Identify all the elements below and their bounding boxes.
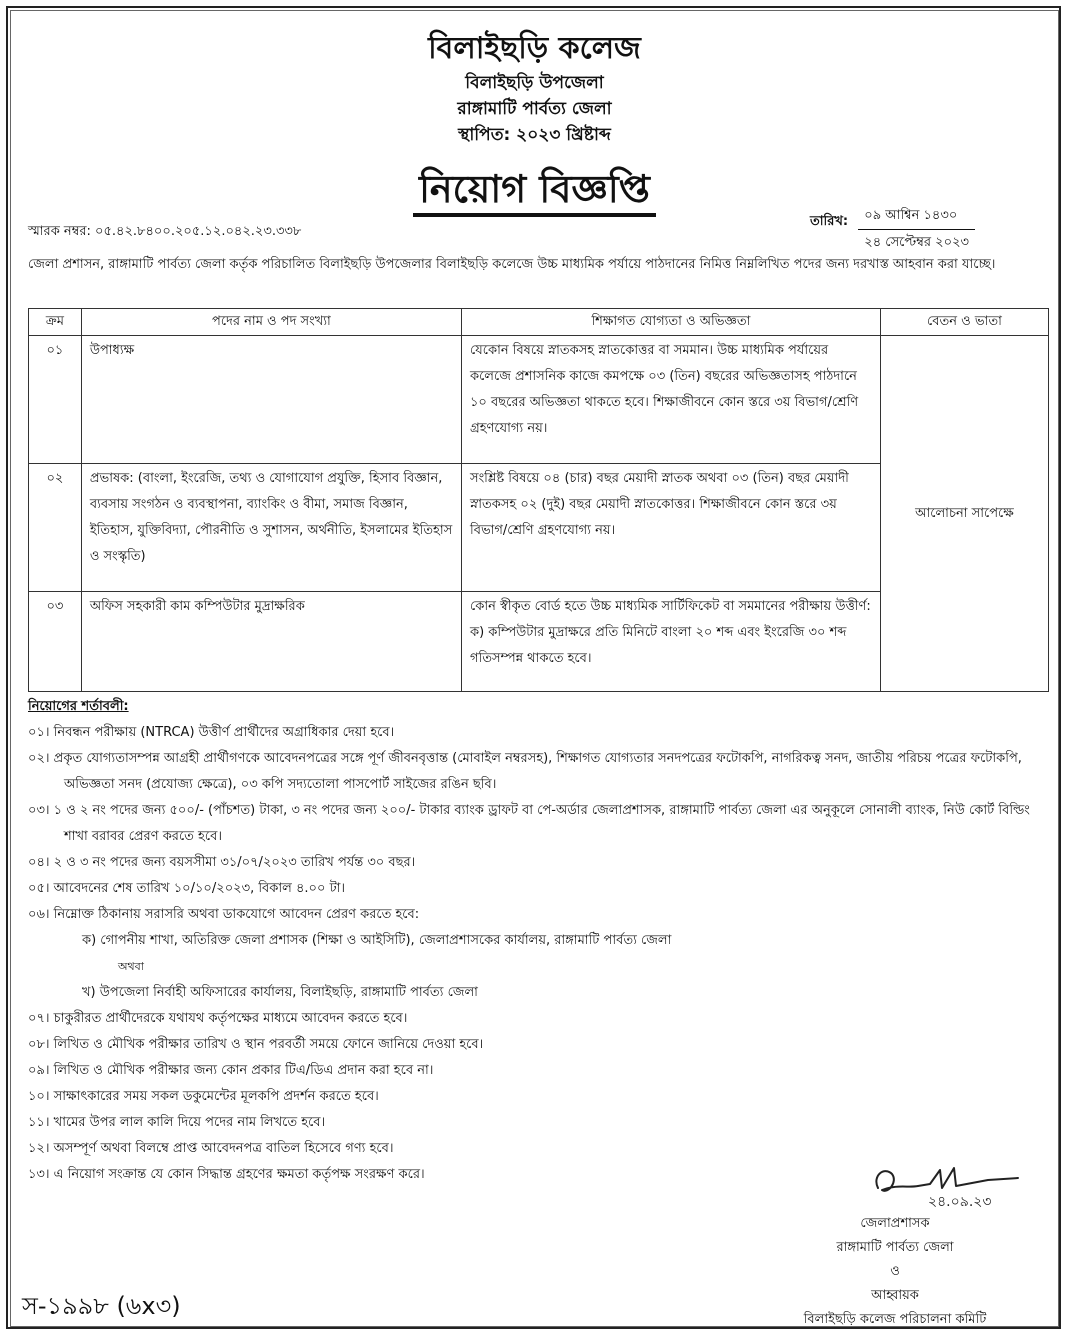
signature-mark xyxy=(868,1158,1038,1214)
date-label: তারিখ: xyxy=(810,214,849,229)
date-block xyxy=(810,206,975,254)
signature-date: ২৪.০৯.২৩ xyxy=(928,1194,992,1210)
intro-paragraph: জেলা প্রশাসন, রাঙ্গামাটি পার্বত্য জেলা কর্তৃক পরিচালিত বিলাইছড়ি উপজেলার বিলাইছড়ি কলেজে উচ্চ মাধ্যমিক পর্যায়ে পাঠদানের নিমিত্ত নিম্নলিখিত পদের জন্য দরখাস্ত আহবান করা যাচ্ছে। xyxy=(28,257,996,272)
row-qualification xyxy=(461,592,880,692)
condition-item: ০৮। লিখিত ও মৌখিক পরীক্ষার তারিখ ও স্থান পরবর্তী সময়ে ফোনে জানিয়ে দেওয়া হবে। xyxy=(28,1037,484,1052)
date-english: ২৪ সেপ্টেম্বর ২০২৩ xyxy=(864,235,969,250)
signature-stroke xyxy=(876,1168,1018,1191)
qualification-main: কোন স্বীকৃত বোর্ড হতে উচ্চ মাধ্যমিক সার্টিফিকেট বা সমমানের পরীক্ষায় উত্তীর্ণ: xyxy=(469,599,871,614)
condition-item: ০৯। লিখিত ও মৌখিক পরীক্ষার জন্য কোন প্রকার টিএ/ডিএ প্রদান করা হবে না। xyxy=(28,1063,434,1078)
address-option-a: ক) গোপনীয় শাখা, অতিরিক্ত জেলা প্রশাসক (শিক্ষা ও আইসিটি), জেলাপ্রশাসকের কার্যালয়, রাঙ্গামাটি পার্বত্য জেলা xyxy=(82,933,672,948)
row-post: অফিস সহকারী কাম কম্পিউটার মুদ্রাক্ষরিক xyxy=(81,592,461,692)
notice-title-text: নিয়োগ বিজ্ঞপ্তি xyxy=(413,167,656,217)
row-qualification: যেকোন বিষয়ে স্নাতকসহ স্নাতকোত্তর বা সমমান। উচ্চ মাধ্যমিক পর্যায়ের কলেজে প্রশাসনিক কাজে কমপক্ষে ০৩ (তিন) বছরের অভিজ্ঞতাসহ পাঠদানে ১০ বছরের অভিজ্ঞতা থাকতে হবে। শিক্ষাজীবনে কোন স্তরে ৩য় বিভাগ/শ্রেণি গ্রহণযোগ্য নয়। xyxy=(461,336,880,464)
condition-item: ০৬। নিম্নোক্ত ঠিকানায় সরাসরি অথবা ডাকযোগে আবেদন প্রেরণ করতে হবে: xyxy=(28,907,420,922)
row-post: উপাধ্যক্ষ xyxy=(81,336,461,464)
condition-item: ১২। অসম্পূর্ণ অথবা বিলম্বে প্রাপ্ত আবেদনপত্র বাতিল হিসেবে গণ্য হবে। xyxy=(28,1141,394,1156)
conditions-section xyxy=(28,694,1043,1188)
row-serial: ০৩ xyxy=(29,592,82,692)
row-qualification: সংশ্লিষ্ট বিষয়ে ০৪ (চার) বছর মেয়াদী স্নাতক অথবা ০৩ (তিন) বছর মেয়াদী স্নাতকসহ ০২ (দুই) বছর মেয়াদী স্নাতকোত্তর। শিক্ষাজীবনে কোন স্তরে ৩য় বিভাগ/শ্রেণি গ্রহণযোগ্য নয়। xyxy=(461,464,880,592)
row-serial: ০১ xyxy=(29,336,82,464)
header-salary: বেতন ও ভাতা xyxy=(880,309,1048,336)
condition-item: ১৩। এ নিয়োগ সংক্রান্ত যে কোন সিদ্ধান্ত গ্রহণের ক্ষমতা কর্তৃপক্ষ সংরক্ষণ করে। xyxy=(28,1167,425,1182)
signatory-role: আহ্বায়ক xyxy=(871,1288,919,1303)
address-option-b: খ) উপজেলা নির্বাহী অফিসারের কার্যালয়, বিলাইছড়ি, রাঙ্গামাটি পার্বত্য জেলা xyxy=(82,985,478,1000)
row-serial: ০২ xyxy=(29,464,82,592)
table-header-row xyxy=(29,309,1049,336)
publication-code: স-১৯৯৮ (৬x৩) xyxy=(22,1292,181,1320)
established-year: স্থাপিত: ২০২৩ খ্রিষ্টাব্দ xyxy=(458,125,611,145)
college-name: বিলাইছড়ি কলেজ xyxy=(428,31,641,66)
upazila-name: বিলাইছড়ি উপজেলা xyxy=(465,73,604,93)
signatory-committee: বিলাইছড়ি কলেজ পরিচালনা কমিটি xyxy=(803,1312,987,1327)
date-values xyxy=(858,206,975,254)
qualification-extra: ক) কম্পিউটার মুদ্রাক্ষরে প্রতি মিনিটে বাংলা ২০ শব্দ এবং ইংরেজি ৩০ শব্দ গতিসম্পন্ন থাকতে হবে। xyxy=(469,625,847,666)
memo-number: স্মারক নম্বর: ০৫.৪২.৮৪০০.২০৫.১২.০৪২.২৩.৩৩৮ xyxy=(28,224,302,239)
conditions-heading: নিয়োগের শর্তাবলী: xyxy=(28,699,129,714)
table-row xyxy=(29,336,1049,464)
condition-item: ০৩। ১ ও ২ নং পদের জন্য ৫০০/- (পাঁচশত) টাকা, ৩ নং পদের জন্য ২০০/- টাকার ব্যাংক ড্রাফট বা পে-অর্ডার জেলাপ্রশাসক, রাঙ্গামাটি পার্বত্য জেলা এর অনুকূলে সোনালী ব্যাংক, নিউ কোর্ট বিল্ডিং শাখা বরাবর প্রেরণ করতে হবে। xyxy=(28,803,1030,844)
row-post: প্রভাষক: (বাংলা, ইংরেজি, তথ্য ও যোগাযোগ প্রযুক্তি, হিসাব বিজ্ঞান, ব্যবসায় সংগঠন ও ব্যবস্থাপনা, ব্যাংকিং ও বীমা, সমাজ বিজ্ঞান, ইতিহাস, যুক্তিবিদ্যা, পৌরনীতি ও সুশাসন, অর্থনীতি, ইসলামের ইতিহাস ও সংস্কৃতি) xyxy=(81,464,461,592)
condition-item: ০৫। আবেদনের শেষ তারিখ ১০/১০/২০২৩, বিকাল ৪.০০ টা। xyxy=(28,881,346,896)
header-serial: ক্রম xyxy=(29,309,82,336)
posts-table xyxy=(28,308,1049,692)
date-bangla: ০৯ আশ্বিন ১৪৩০ xyxy=(858,206,975,230)
signatory-block xyxy=(760,1212,1030,1332)
condition-item: ১০। সাক্ষাৎকারের সময় সকল ডকুমেন্টের মূলকপি প্রদর্শন করতে হবে। xyxy=(28,1089,379,1104)
condition-item: ১১। খামের উপর লাল কালি দিয়ে পদের নাম লিখতে হবে। xyxy=(28,1115,326,1130)
condition-item: ০২। প্রকৃত যোগ্যতাসম্পন্ন আগ্রহী প্রার্থীগণকে আবেদনপত্রের সঙ্গে পূর্ণ জীবনবৃত্তান্ত (মোবাইল নম্বরসহ), শিক্ষাগত যোগ্যতার সনদপত্রের ফটোকপি, নাগরিকত্ব সনদ, জাতীয় পরিচয় পত্রের ফটোকপি, অভিজ্ঞতা সনদ (প্রযোজ্য ক্ষেত্রে), ০৩ কপি সদ্যতোলা পাসপোর্ট সাইজের রঙিন ছবি। xyxy=(28,751,1022,792)
header-qualification: শিক্ষাগত যোগ্যতা ও অভিজ্ঞতা xyxy=(461,309,880,336)
signatory-and: ও xyxy=(890,1264,900,1279)
condition-item: ০৪। ২ ও ৩ নং পদের জন্য বয়সসীমা ৩১/০৭/২০২৩ তারিখ পর্যন্ত ৩০ বছর। xyxy=(28,855,416,870)
condition-item: ০৭। চাকুরীরত প্রার্থীদেরকে যথাযথ কর্তৃপক্ষের মাধ্যমে আবেদন করতে হবে। xyxy=(28,1011,408,1026)
header-post: পদের নাম ও পদ সংখ্যা xyxy=(81,309,461,336)
condition-item: ০১। নিবন্ধন পরীক্ষায় (NTRCA) উত্তীর্ণ প্রার্থীদের অগ্রাধিকার দেয়া হবে। xyxy=(28,725,395,740)
address-or: অথবা xyxy=(118,960,144,973)
signatory-district: রাঙ্গামাটি পার্বত্য জেলা xyxy=(836,1240,954,1255)
salary-cell: আলোচনা সাপেক্ষে xyxy=(880,336,1048,692)
signatory-designation: জেলাপ্রশাসক xyxy=(860,1216,930,1231)
district-name: রাঙ্গামাটি পার্বত্য জেলা xyxy=(457,99,612,119)
